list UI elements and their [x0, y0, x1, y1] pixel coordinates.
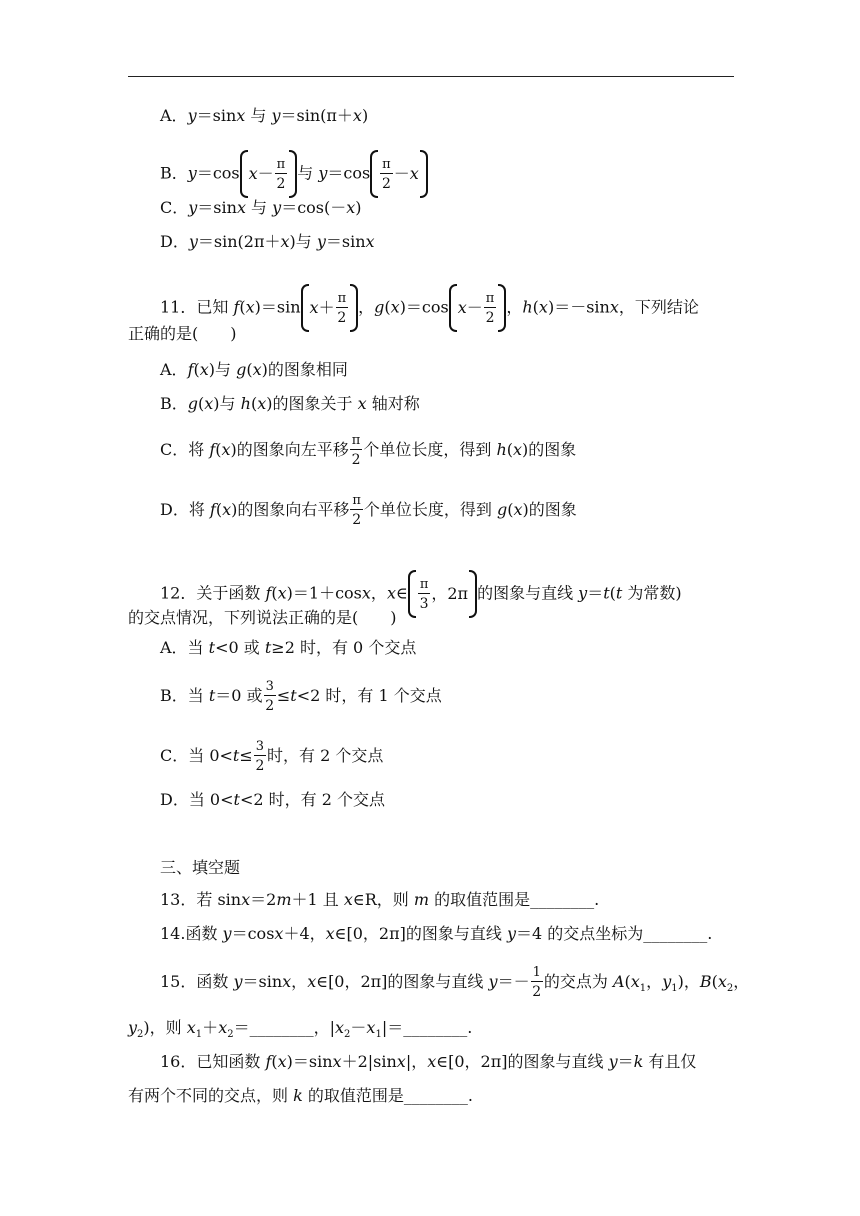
- q12-option-d: D．当 0<t<2 时，有 2 个交点: [160, 790, 385, 809]
- q10-option-d: D．y＝sin(2π＋x)与 y＝sinx: [160, 232, 375, 251]
- q12-stem-cont: 的交点情况，下列说法正确的是( ): [128, 608, 397, 627]
- q15-stem-cont: $y_2$)，则 $x_1+x_2=\_\_\_\_\_\_\_\_$，$|x_2-x_1|=\_\_\_\_\_\_\_\_$.: [128, 1018, 473, 1041]
- q11-stem: 11．已知 f(x)＝sin x ＋ $\frac{\pi}{2}$ ，g(x)＝cos x － $\frac{\pi}{2}$ ，h(x)＝－sinx，下列结论: [160, 284, 699, 332]
- q12-option-b: B．当 t＝0 或 $\frac{3}{2}$ ≤t<2 时，有 1 个交点: [160, 679, 442, 714]
- q12-stem: 12．关于函数 f(x)＝1＋cosx，x∈ $\frac{\pi}{3}$ ，2π 的图象与直线 y＝t(t 为常数): [160, 570, 682, 618]
- q10-option-c: C．y＝sinx 与 y＝cos(－x): [160, 198, 362, 217]
- q11-option-d: D．将 f(x)的图象向右平移 $\frac{\pi}{2}$ 个单位长度，得到 g(x)的图象: [160, 493, 577, 528]
- q14: 14.函数 y＝cosx＋4，x∈[0，2π]的图象与直线 y＝4 的交点坐标为________.: [160, 924, 713, 943]
- q11-option-b: B．g(x)与 h(x)的图象关于 x 轴对称: [160, 394, 420, 413]
- q10-option-b: B．y＝cos x － $\frac{\pi}{2}$ 与 y＝cos $\frac{\pi}{2}$ － x: [160, 150, 428, 198]
- q11-stem-cont: 正确的是( ): [128, 324, 237, 343]
- q11-option-a: A．f(x)与 g(x)的图象相同: [160, 360, 348, 379]
- q15-stem: 15．函数 y＝sinx，x∈[0，2π]的图象与直线 y＝－ $\frac{1}{2}$ 的交点为 $A(x_1$，$y_1$)，$B(x_2$，: [160, 965, 750, 1000]
- q16-stem: 16．已知函数 f(x)＝sinx＋2|sinx|，x∈[0，2π]的图象与直线 y＝k 有且仅: [160, 1052, 697, 1071]
- q11-option-c: C．将 f(x)的图象向左平移 $\frac{\pi}{2}$ 个单位长度，得到 h(x)的图象: [160, 433, 577, 468]
- section-heading: 三、填空题: [160, 858, 241, 877]
- q16-stem-cont: 有两个不同的交点，则 k 的取值范围是________.: [128, 1086, 473, 1105]
- q10-option-a: A．y＝sinx 与 y＝sin(π＋x): [160, 106, 369, 125]
- header-rule: [128, 76, 734, 77]
- q13: 13．若 sinx＝2m＋1 且 x∈R，则 m 的取值范围是________.: [160, 890, 600, 909]
- q12-option-a: A．当 t<0 或 t≥2 时，有 0 个交点: [160, 638, 417, 657]
- q12-option-c: C．当 0<t≤ $\frac{3}{2}$ 时，有 2 个交点: [160, 739, 384, 774]
